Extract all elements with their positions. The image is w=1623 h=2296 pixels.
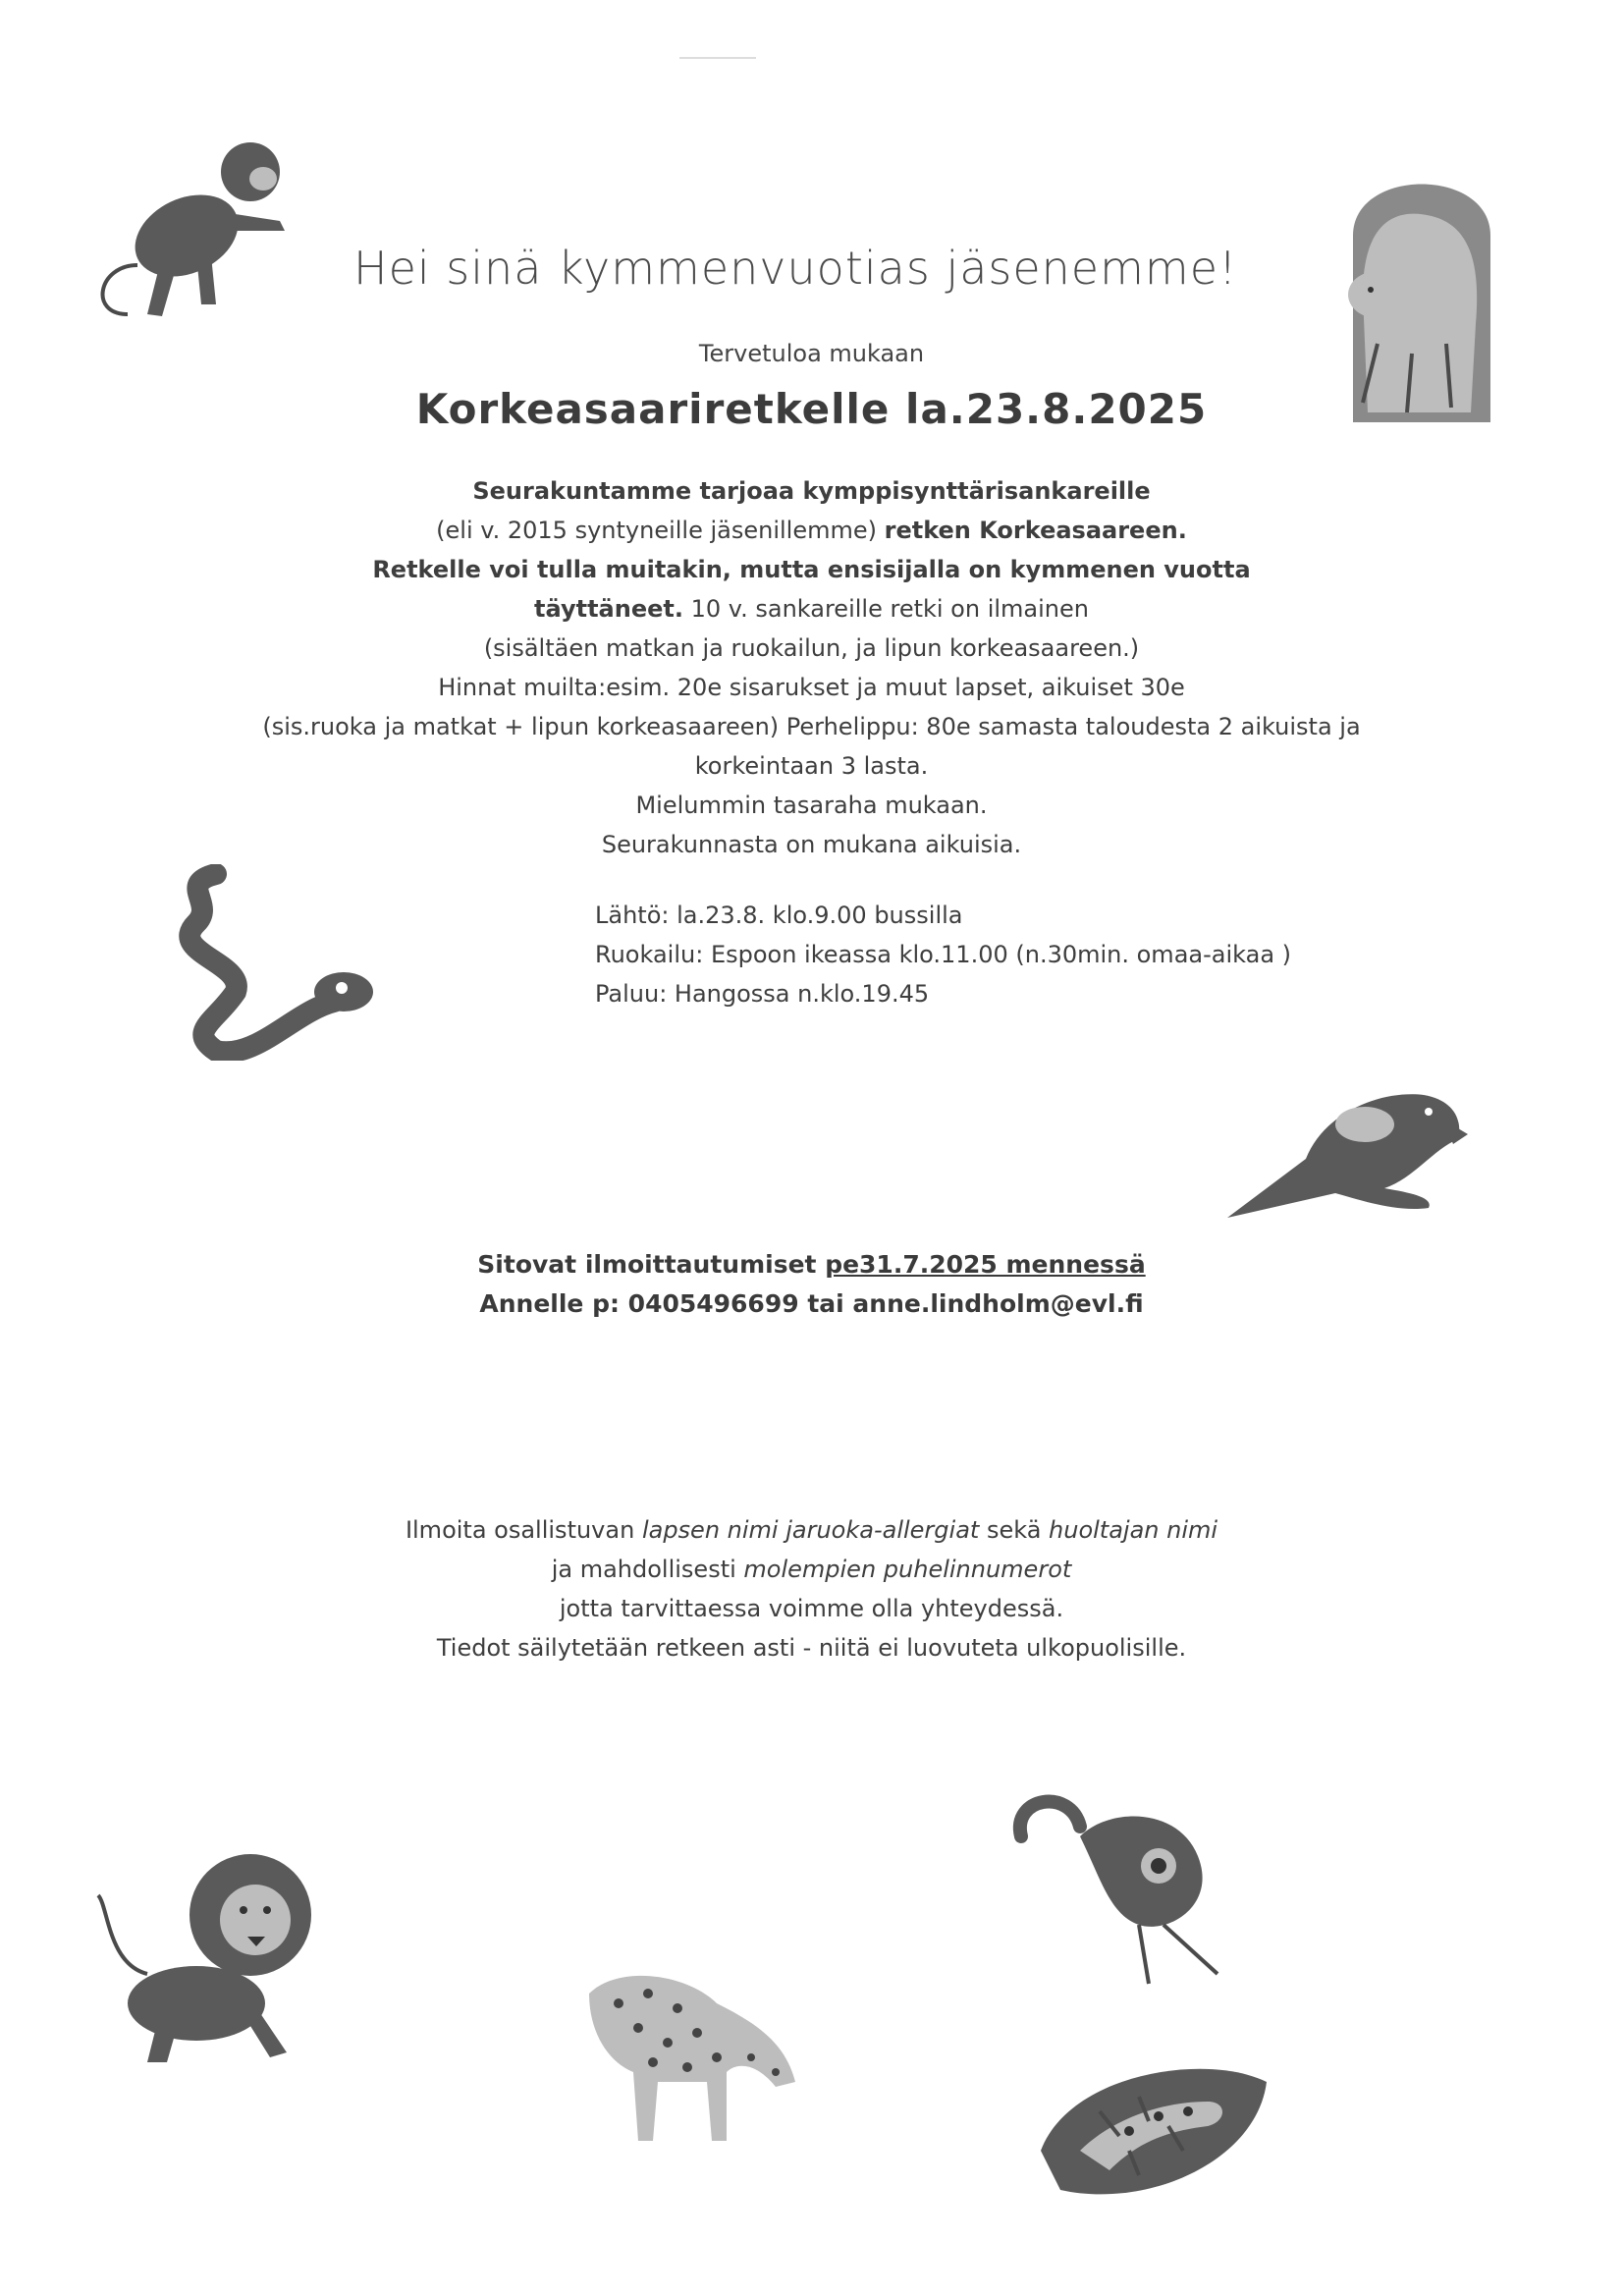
scan-mark — [679, 57, 756, 59]
registration-info — [0, 1245, 1623, 1324]
registration-contact[interactable]: Annelle p: 0405496699 tai anne.lindholm@evl.fi — [479, 1289, 1144, 1318]
lizard-icon — [1031, 2043, 1276, 2210]
body-line: täyttäneet. 10 v. sankareille retki on ilmainen — [534, 595, 1089, 623]
trip-description — [0, 471, 1623, 864]
body-line: Seurakuntamme tarjoaa kymppisynttärisankareille — [472, 477, 1151, 505]
body-line: (sisältäen matkan ja ruokailun, ja lipun korkeasaareen.) — [483, 634, 1140, 662]
body-line: Mielummin tasaraha mukaan. — [635, 792, 988, 819]
snake-icon — [157, 864, 383, 1061]
lunch-line: Ruokailu: Espoon ikeassa klo.11.00 (n.30min. omaa-aikaa ) — [595, 941, 1292, 968]
registration-deadline: Sitovat ilmoittautumiset pe31.7.2025 mennessä — [477, 1250, 1146, 1279]
greeting-title: Hei sinä kymmenvuotias jäsenemme! — [353, 242, 1238, 295]
body-line: korkeintaan 3 lasta. — [694, 752, 929, 780]
monkey-icon — [79, 118, 334, 334]
privacy-line: jotta tarvittaessa voimme olla yhteydessä. — [559, 1595, 1064, 1622]
body-line: Retkelle voi tulla muitakin, mutta ensisijalla on kymmenen vuotta — [372, 556, 1251, 583]
lion-icon — [79, 1827, 344, 2072]
body-line: Seurakunnasta on mukana aikuisia. — [601, 831, 1022, 858]
welcome-text: Tervetuloa mukaan — [698, 340, 925, 367]
privacy-info — [0, 1510, 1623, 1667]
price-line: Hinnat muilta:esim. 20e sisarukset ja muut lapset, aikuiset 30e — [438, 674, 1185, 701]
privacy-line: Tiedot säilytetään retkeen asti - niitä ei luovuteta ulkopuolisille. — [436, 1634, 1187, 1662]
leopard-icon — [569, 1964, 815, 2160]
headline: Korkeasaariretkelle la.23.8.2025 — [415, 385, 1208, 433]
kiwi-bird-icon — [1001, 1787, 1257, 1994]
schedule — [595, 896, 1291, 1013]
privacy-line: Ilmoita osallistuvan lapsen nimi jaruoka-allergiat sekä huoltajan nimi — [405, 1516, 1218, 1544]
return-line: Paluu: Hangossa n.klo.19.45 — [595, 980, 930, 1008]
body-line: (eli v. 2015 syntyneille jäsenillemme) retken Korkeasaareen. — [436, 517, 1187, 544]
departure-line: Lähtö: la.23.8. klo.9.00 bussilla — [595, 902, 963, 929]
price-line: (sis.ruoka ja matkat + lipun korkeasaareen) Perhelippu: 80e samasta taloudesta 2 aikuista ja — [262, 713, 1361, 740]
privacy-line: ja mahdollisesti molempien puhelinnumerot — [551, 1556, 1072, 1583]
parrot-icon — [1217, 1051, 1473, 1228]
